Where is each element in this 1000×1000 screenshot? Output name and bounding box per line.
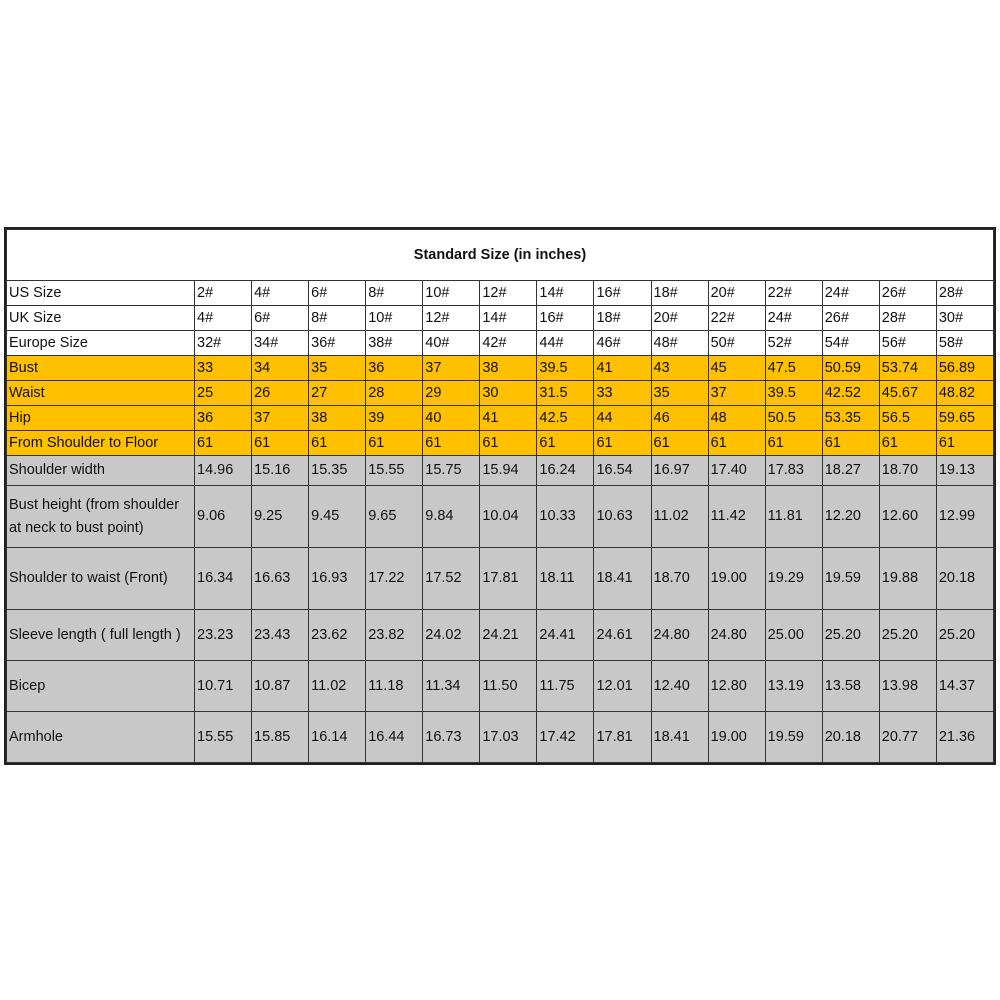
table-cell: 4# [195,306,252,331]
table-cell: 10.33 [537,486,594,548]
table-cell: 14# [480,306,537,331]
table-cell: 28# [936,281,993,306]
table-cell: 38 [309,406,366,431]
table-cell: 28 [366,381,423,406]
table-cell: 19.00 [708,712,765,763]
table-cell: 56# [879,331,936,356]
table-cell: 33 [594,381,651,406]
table-cell: 46 [651,406,708,431]
table-cell: 25.00 [765,610,822,661]
table-cell: 8# [366,281,423,306]
size-chart [4,227,996,765]
table-cell: 10.63 [594,486,651,548]
size-table [6,229,994,763]
table-cell: 24.21 [480,610,537,661]
table-cell: 40# [423,331,480,356]
table-cell: 46# [594,331,651,356]
table-cell: 9.25 [252,486,309,548]
table-cell: 16.24 [537,456,594,486]
table-cell: 42# [480,331,537,356]
table-cell: 18.11 [537,548,594,610]
table-cell: 36# [309,331,366,356]
table-cell: 50.59 [822,356,879,381]
table-cell: 11.75 [537,661,594,712]
detail-row [7,548,994,610]
table-cell: 19.13 [936,456,993,486]
table-cell: 25.20 [936,610,993,661]
table-cell: 15.75 [423,456,480,486]
table-cell: 14.96 [195,456,252,486]
table-cell: 31.5 [537,381,594,406]
detail-row [7,712,994,763]
detail-row [7,486,994,548]
table-cell: 59.65 [936,406,993,431]
table-cell: 45 [708,356,765,381]
table-cell: 12.60 [879,486,936,548]
row-label: Waist [7,381,195,406]
table-cell: 26# [879,281,936,306]
table-cell: 45.67 [879,381,936,406]
table-cell: 16# [594,281,651,306]
table-cell: 18.70 [651,548,708,610]
table-cell: 53.74 [879,356,936,381]
europe-size-row [7,331,994,356]
table-cell: 16.44 [366,712,423,763]
table-cell: 16.34 [195,548,252,610]
table-cell: 26# [822,306,879,331]
table-cell: 50# [708,331,765,356]
table-cell: 20# [651,306,708,331]
table-cell: 61 [309,431,366,456]
table-cell: 37 [708,381,765,406]
table-cell: 43 [651,356,708,381]
table-cell: 47.5 [765,356,822,381]
table-cell: 8# [309,306,366,331]
table-cell: 17.83 [765,456,822,486]
table-cell: 25.20 [822,610,879,661]
table-cell: 19.00 [708,548,765,610]
table-cell: 10# [366,306,423,331]
table-cell: 18.70 [879,456,936,486]
measurement-row [7,381,994,406]
table-cell: 37 [252,406,309,431]
table-cell: 12.40 [651,661,708,712]
table-cell: 35 [651,381,708,406]
table-cell: 14.37 [936,661,993,712]
table-cell: 61 [765,431,822,456]
table-cell: 18# [594,306,651,331]
table-cell: 13.58 [822,661,879,712]
table-title: Standard Size (in inches) [7,230,994,281]
table-cell: 39.5 [765,381,822,406]
row-label: Shoulder to waist (Front) [7,548,195,610]
table-cell: 44# [537,331,594,356]
table-cell: 21.36 [936,712,993,763]
table-cell: 16.14 [309,712,366,763]
row-label: Bust height (from shoulder at neck to bust point) [7,486,195,548]
row-label: US Size [7,281,195,306]
measurement-row [7,356,994,381]
table-cell: 15.55 [195,712,252,763]
table-cell: 39 [366,406,423,431]
table-cell: 22# [708,306,765,331]
table-cell: 9.84 [423,486,480,548]
row-label: Hip [7,406,195,431]
table-cell: 33 [195,356,252,381]
table-cell: 41 [480,406,537,431]
table-cell: 61 [708,431,765,456]
table-cell: 61 [879,431,936,456]
table-cell: 24# [765,306,822,331]
table-cell: 19.59 [822,548,879,610]
table-cell: 48# [651,331,708,356]
table-cell: 24.80 [708,610,765,661]
table-cell: 19.88 [879,548,936,610]
table-cell: 29 [423,381,480,406]
title-row [7,230,994,281]
table-cell: 24# [822,281,879,306]
table-cell: 11.81 [765,486,822,548]
us-size-row [7,281,994,306]
table-cell: 17.40 [708,456,765,486]
row-label: Shoulder width [7,456,195,486]
table-cell: 16.97 [651,456,708,486]
table-cell: 11.02 [309,661,366,712]
table-cell: 18.27 [822,456,879,486]
table-cell: 30# [936,306,993,331]
table-cell: 17.52 [423,548,480,610]
table-cell: 10.04 [480,486,537,548]
table-cell: 61 [936,431,993,456]
table-cell: 24.80 [651,610,708,661]
table-cell: 11.50 [480,661,537,712]
row-label: UK Size [7,306,195,331]
table-cell: 10# [423,281,480,306]
table-cell: 24.02 [423,610,480,661]
row-label: Bicep [7,661,195,712]
table-cell: 16.93 [309,548,366,610]
table-cell: 42.52 [822,381,879,406]
table-cell: 11.18 [366,661,423,712]
table-cell: 9.06 [195,486,252,548]
table-cell: 61 [366,431,423,456]
table-cell: 12.80 [708,661,765,712]
table-cell: 48.82 [936,381,993,406]
table-cell: 18# [651,281,708,306]
table-cell: 32# [195,331,252,356]
table-cell: 20.18 [936,548,993,610]
table-cell: 23.62 [309,610,366,661]
table-cell: 61 [480,431,537,456]
table-cell: 61 [252,431,309,456]
table-cell: 61 [822,431,879,456]
table-cell: 12.99 [936,486,993,548]
table-cell: 17.81 [594,712,651,763]
measurement-row [7,431,994,456]
table-cell: 17.03 [480,712,537,763]
detail-row [7,661,994,712]
table-cell: 9.45 [309,486,366,548]
table-cell: 23.23 [195,610,252,661]
table-cell: 37 [423,356,480,381]
table-cell: 10.71 [195,661,252,712]
table-cell: 44 [594,406,651,431]
table-cell: 15.94 [480,456,537,486]
table-cell: 36 [366,356,423,381]
table-cell: 11.42 [708,486,765,548]
table-cell: 40 [423,406,480,431]
table-cell: 48 [708,406,765,431]
table-cell: 9.65 [366,486,423,548]
table-cell: 13.19 [765,661,822,712]
detail-row [7,610,994,661]
table-cell: 61 [195,431,252,456]
table-cell: 17.42 [537,712,594,763]
table-cell: 11.02 [651,486,708,548]
table-cell: 26 [252,381,309,406]
row-label: From Shoulder to Floor [7,431,195,456]
table-cell: 53.35 [822,406,879,431]
table-cell: 17.81 [480,548,537,610]
table-cell: 12# [423,306,480,331]
table-cell: 52# [765,331,822,356]
table-cell: 19.59 [765,712,822,763]
table-cell: 20.18 [822,712,879,763]
table-cell: 27 [309,381,366,406]
table-cell: 16.73 [423,712,480,763]
table-cell: 54# [822,331,879,356]
table-cell: 16# [537,306,594,331]
table-cell: 10.87 [252,661,309,712]
table-cell: 56.5 [879,406,936,431]
table-cell: 6# [252,306,309,331]
table-cell: 22# [765,281,822,306]
table-cell: 30 [480,381,537,406]
measurement-row [7,406,994,431]
table-cell: 18.41 [594,548,651,610]
table-cell: 2# [195,281,252,306]
table-cell: 58# [936,331,993,356]
table-cell: 41 [594,356,651,381]
table-cell: 61 [594,431,651,456]
table-cell: 61 [537,431,594,456]
table-cell: 38# [366,331,423,356]
table-cell: 16.54 [594,456,651,486]
table-cell: 61 [651,431,708,456]
table-cell: 42.5 [537,406,594,431]
table-cell: 4# [252,281,309,306]
table-cell: 15.16 [252,456,309,486]
table-cell: 6# [309,281,366,306]
row-label: Bust [7,356,195,381]
row-label: Armhole [7,712,195,763]
table-cell: 12# [480,281,537,306]
table-cell: 20.77 [879,712,936,763]
row-label: Sleeve length ( full length ) [7,610,195,661]
table-cell: 50.5 [765,406,822,431]
table-cell: 11.34 [423,661,480,712]
table-cell: 34# [252,331,309,356]
table-cell: 39.5 [537,356,594,381]
table-cell: 28# [879,306,936,331]
table-cell: 25.20 [879,610,936,661]
table-cell: 14# [537,281,594,306]
table-cell: 36 [195,406,252,431]
table-cell: 12.20 [822,486,879,548]
table-cell: 15.55 [366,456,423,486]
table-cell: 18.41 [651,712,708,763]
table-cell: 16.63 [252,548,309,610]
table-cell: 17.22 [366,548,423,610]
table-cell: 23.82 [366,610,423,661]
table-cell: 24.61 [594,610,651,661]
table-cell: 19.29 [765,548,822,610]
table-cell: 25 [195,381,252,406]
table-cell: 13.98 [879,661,936,712]
table-cell: 38 [480,356,537,381]
table-cell: 34 [252,356,309,381]
table-cell: 12.01 [594,661,651,712]
table-cell: 15.85 [252,712,309,763]
table-cell: 15.35 [309,456,366,486]
table-cell: 20# [708,281,765,306]
table-cell: 61 [423,431,480,456]
table-cell: 24.41 [537,610,594,661]
table-cell: 35 [309,356,366,381]
table-cell: 56.89 [936,356,993,381]
table-cell: 23.43 [252,610,309,661]
uk-size-row [7,306,994,331]
detail-row [7,456,994,486]
row-label: Europe Size [7,331,195,356]
